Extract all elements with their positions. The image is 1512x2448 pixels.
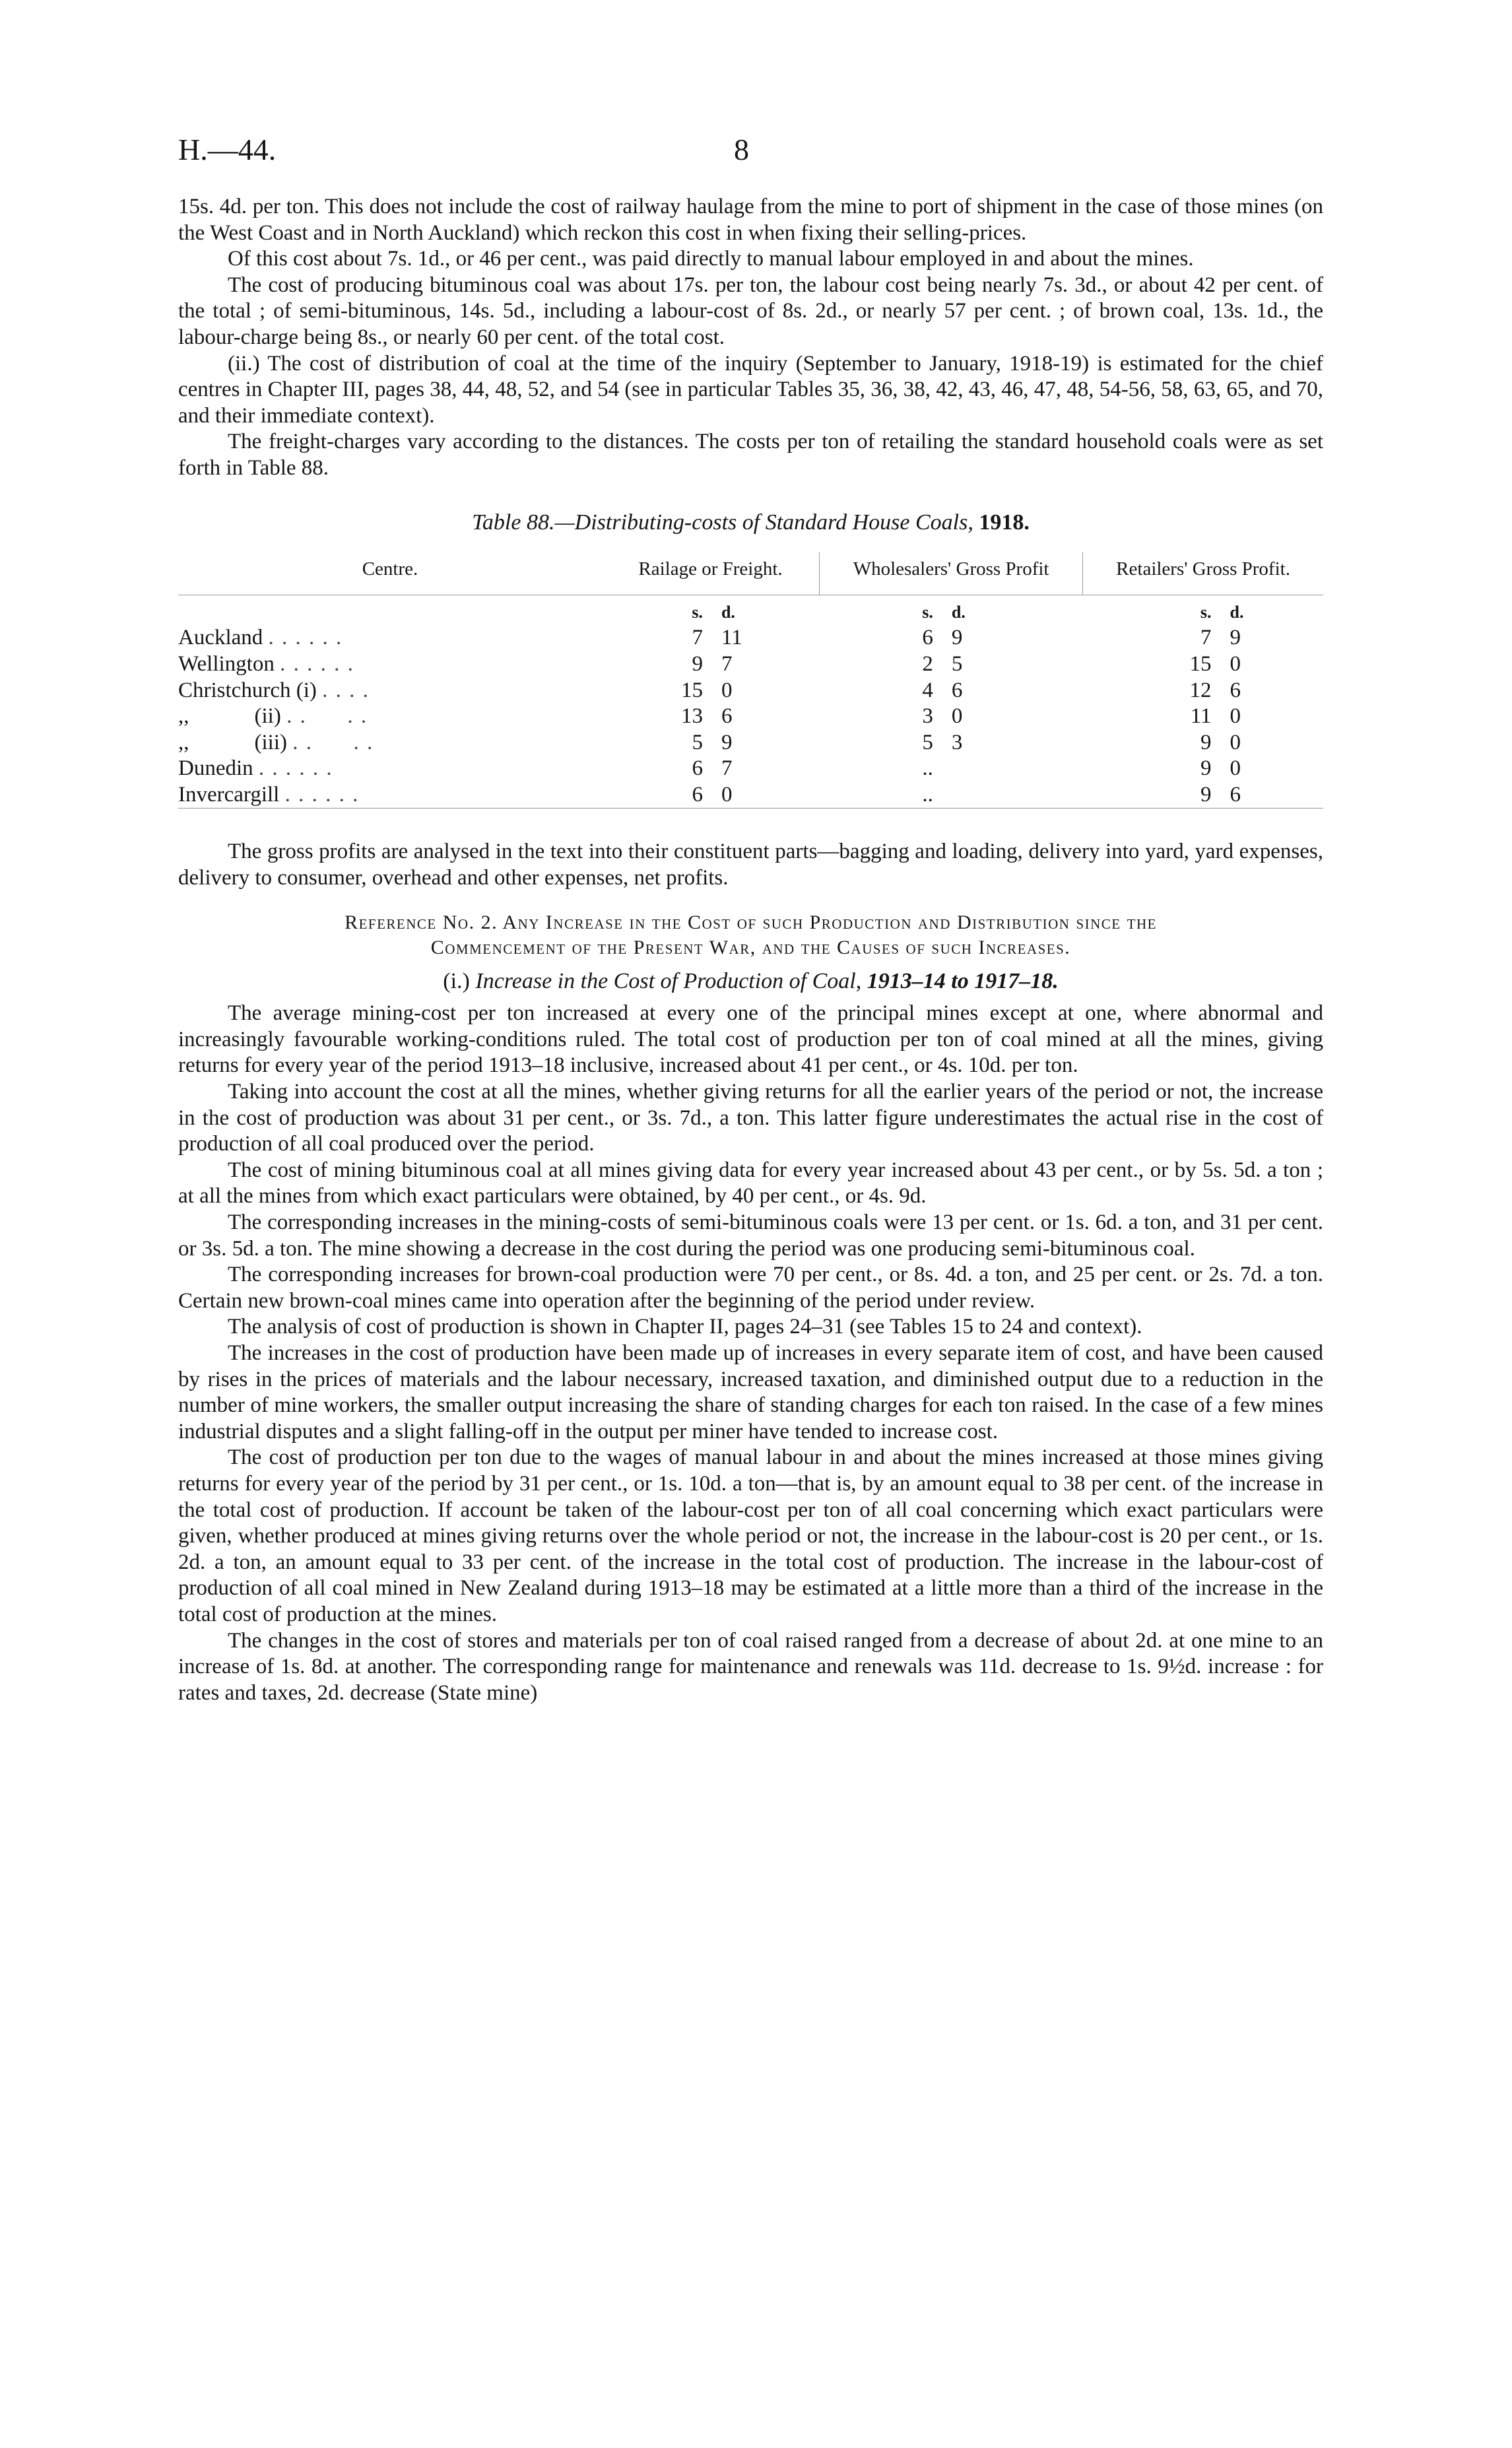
paragraph: The average mining-cost per ton increased at every one of the principal mines except at one, where abnormal and increasingly favourable working-conditions ruled. The total cost of production per ton of coal mined at all the mines, giving returns for every year of the period 1913–18 inclusive, increased about 41 per cent., or 4s. 10d. per ton.: [178, 1001, 1323, 1078]
centre-cell: Invercargill . . . . . .: [178, 782, 602, 809]
paragraph: The increases in the cost of production have been made up of increases in every separate item of cost, and have been caused by rises in the prices of materials and the labour necessary, increased taxation, and diminished output due to a reduction in the number of mine workers, the smaller output increasing the share of standing charges for each ton raised. In the case of a few mines industrial disputes and a slight falling-off in the output per miner have tended to increase cost.: [178, 1340, 1323, 1443]
wholesale-pence: 5: [951, 651, 963, 676]
document-reference: H.—44.: [178, 133, 277, 166]
retail-shillings: 12: [1189, 678, 1212, 702]
retail-pence: 9: [1230, 626, 1241, 650]
page-header: [178, 132, 1320, 172]
distribution-costs-table: [178, 552, 1323, 809]
wholesale-shillings: 2: [922, 651, 933, 676]
paragraph: The cost of producing bituminous coal was about 17s. per ton, the labour cost being nearly 7s. 3d., or about 42 per cent. of the total ; of semi-bituminous, 14s. 5d., including a labour-cost of 8s. 2d., or nearly 57 per cent. ; of brown coal, 13s. 1d., the labour-charge being 8s., or nearly 60 per cent. of the total cost.: [178, 273, 1323, 349]
table-caption-year: 1918.: [979, 510, 1030, 535]
units-blank: [178, 595, 602, 625]
column-header-retailers: Retailers' Gross Profit.: [1083, 552, 1323, 595]
unit-label: s.: [1200, 602, 1212, 622]
unit-label: d.: [721, 602, 735, 622]
wholesale-pence: 0: [951, 704, 963, 729]
retail-pence: 0: [1230, 704, 1241, 729]
centre-cell: Christchurch (i) . . . .: [178, 678, 370, 702]
unit-label: d.: [1230, 602, 1244, 622]
paragraph: The freight-charges vary according to the distances. The costs per ton of retailing the standard household coals were as set forth in Table 88.: [178, 430, 1323, 480]
table-row: [178, 625, 1323, 651]
paragraph: The corresponding increases for brown-coal production were 70 per cent., or 8s. 4d. a ton, and 25 per cent. or 2s. 7d. a ton. Certain new brown-coal mines came into operation after the beginning of the period under review.: [178, 1263, 1323, 1313]
table-row: [178, 756, 1323, 782]
column-header-railage: Railage or Freight.: [602, 552, 820, 595]
paragraph: The cost of mining bituminous coal at all mines giving data for every year increased about 43 per cent., or by 5s. 5d. a ton ; at all the mines from which exact particulars were obtained, by 40 per cent., or 4s. 9d.: [178, 1158, 1323, 1208]
paragraph: The gross profits are analysed in the text into their constituent parts—bagging and loading, delivery into yard, yard expenses, delivery to consumer, overhead and other expenses, net profits.: [178, 840, 1323, 890]
railage-shillings: 15: [680, 678, 703, 702]
paragraph: Taking into account the cost at all the mines, whether giving returns for all the earlier years of the period or not, the increase in the cost of production was about 31 per cent., or 3s. 7d., a ton. This latter figure underestimates the actual rise in the cost of production of all coal produced over the period.: [178, 1080, 1323, 1156]
table-row: [178, 730, 1323, 756]
retail-shillings: 11: [1190, 704, 1212, 729]
retail-pence: 0: [1230, 651, 1241, 676]
centre-cell: ,, (iii) . . . .: [178, 730, 374, 754]
railage-pence: 6: [721, 704, 733, 729]
paragraph: 15s. 4d. per ton. This does not include the cost of railway haulage from the mine to port of shipment in the case of those mines (on the West Coast and in North Auckland) which reckon this cost in when fixing their selling-prices.: [178, 195, 1323, 245]
wholesale-shillings: 5: [922, 730, 933, 754]
wholesale-shillings: 3: [922, 704, 933, 729]
subheading-years: 1913–14 to 1917–18.: [867, 968, 1059, 993]
wholesale-shillings: 4: [922, 678, 933, 702]
wholesale-pence: [942, 756, 1083, 782]
subheading-text: Increase in the Cost of Production of Coal,: [475, 968, 862, 993]
centre-cell: Auckland . . . . . .: [178, 626, 343, 650]
subheading-number: (i.): [443, 968, 470, 993]
paragraph: The cost of production per ton due to the wages of manual labour in and about the mines increased at those mines giving returns for every year of the period by 31 per cent., or 1s. 10d. a ton—that is, by an amount equal to 38 per cent. of the increase in the total cost of production. If account be taken of the labour-cost per ton of all coal concerning which exact particulars were given, whether produced at mines giving returns over the whole period or not, the increase in the labour-cost is 20 per cent., or 1s. 2d. a ton, an amount equal to 33 per cent. of the increase in the total cost of production. The increase in the labour-cost of production of all coal mined in New Zealand during 1913–18 may be estimated at a little more than a third of the increase in the total cost of production at the mines.: [178, 1445, 1323, 1626]
railage-shillings: 5: [692, 730, 703, 754]
reference-heading-line: Commencement of the Present War, and the Causes of such Increases.: [430, 936, 1071, 958]
document-body: [178, 194, 1323, 1706]
railage-pence: 7: [721, 756, 733, 781]
section-subheading: [178, 968, 1323, 995]
railage-shillings: 6: [692, 756, 703, 781]
retail-shillings: 9: [1083, 782, 1221, 809]
retail-shillings: 9: [1200, 730, 1212, 754]
reference-heading-line: Reference No. 2. Any Increase in the Cost of such Production and Distribution since the: [345, 911, 1157, 933]
paragraph: The analysis of cost of production is shown in Chapter II, pages 24–31 (see Tables 15 to 24 and context).: [228, 1315, 1142, 1339]
railage-pence: 0: [712, 782, 820, 809]
centre-cell: Wellington . . . . . .: [178, 651, 354, 676]
wholesale-pence: 9: [951, 626, 963, 650]
table-row: [178, 678, 1323, 704]
table-row: [178, 704, 1323, 730]
table-row: [178, 651, 1323, 678]
retail-shillings: 9: [1200, 756, 1212, 781]
unit-label: s.: [692, 602, 703, 622]
retail-shillings: 15: [1189, 651, 1212, 676]
retail-pence: 0: [1230, 756, 1241, 781]
wholesale-shillings: ..: [820, 782, 942, 809]
table-row: [178, 782, 1323, 809]
railage-shillings: 13: [680, 704, 703, 729]
paragraph: The changes in the cost of stores and materials per ton of coal raised ranged from a decrease of about 2d. at one mine to an increase of 1s. 8d. at another. The corresponding range for maintenance and renewals was 11d. decrease to 1s. 9½d. increase : for rates and taxes, 2d. decrease (State mine): [178, 1628, 1323, 1705]
retail-shillings: 7: [1200, 626, 1212, 650]
retail-pence: 0: [1230, 730, 1241, 754]
railage-pence: 11: [721, 626, 742, 650]
wholesale-pence: 6: [951, 678, 963, 702]
paragraph: The corresponding increases in the mining-costs of semi-bituminous coals were 13 per cent. or 1s. 6d. a ton, and 31 per cent. or 3s. 5d. a ton. The mine showing a decrease in the cost during the period was one producing semi-bituminous coal.: [178, 1210, 1323, 1261]
unit-label: d.: [951, 602, 966, 622]
wholesale-shillings: 6: [922, 626, 933, 650]
paragraph: Of this cost about 7s. 1d., or 46 per cent., was paid directly to manual labour employed in and about the mines.: [228, 247, 1194, 271]
reference-heading: [178, 910, 1323, 960]
page-number: 8: [734, 133, 749, 166]
column-header-centre: Centre.: [178, 552, 602, 595]
table-caption-text: Table 88.—Distributing-costs of Standard House Coals,: [472, 510, 973, 535]
railage-pence: 0: [721, 678, 733, 702]
centre-cell: ,, (ii) . . . .: [178, 704, 368, 729]
units-row: [178, 595, 1323, 625]
column-header-wholesalers: Wholesalers' Gross Profit: [820, 552, 1083, 595]
retail-pence: 6: [1230, 678, 1241, 702]
table-caption: [178, 510, 1323, 536]
railage-shillings: 9: [692, 651, 703, 676]
table-header-row: [178, 552, 1323, 595]
railage-shillings: 6: [602, 782, 712, 809]
railage-shillings: 7: [692, 626, 703, 650]
unit-label: s.: [922, 602, 933, 622]
centre-cell: Dunedin . . . . . .: [178, 756, 333, 781]
paragraph: (ii.) The cost of distribution of coal at the time of the inquiry (September to January, 1918-19) is estimated for the chief centres in Chapter III, pages 38, 44, 48, 52, and 54 (see in particular Tables 35, 36, 38, 42, 43, 46, 47, 48, 54-56, 58, 63, 65, and 70, and their immediate context).: [178, 351, 1323, 428]
wholesale-shillings: ..: [922, 756, 933, 781]
wholesale-pence: [942, 782, 1083, 809]
wholesale-pence: 3: [951, 730, 963, 754]
railage-pence: 7: [721, 651, 733, 676]
retail-pence: 6: [1221, 782, 1323, 809]
railage-pence: 9: [721, 730, 733, 754]
